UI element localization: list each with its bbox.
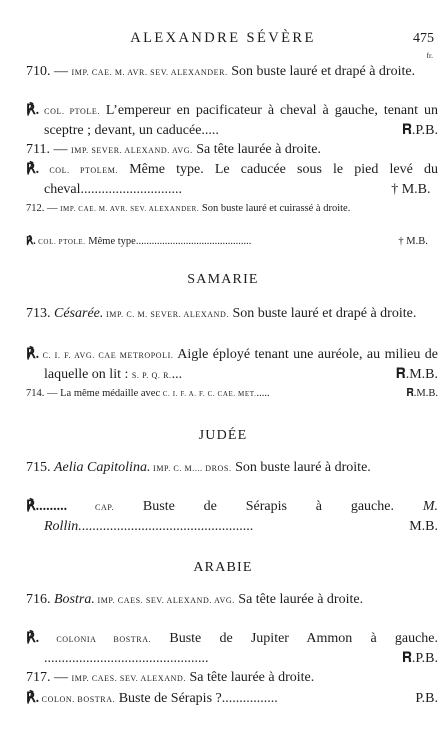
entry-713: 713. Césarée. IMP. C. M. SEVER. ALEXAND. Son buste lauré et drapé à droite. — [26, 306, 417, 321]
reverse-symbol: ℟. — [26, 631, 40, 646]
entry-714: 714. — La même médaille avec C. I. F. A. F. C. CAE. MET...... 𝐑.M.B. — [26, 388, 438, 399]
running-head: ALEXANDRE SÉVÈRE — [130, 30, 316, 46]
rarity-mark: 𝐑.P.B. — [401, 123, 438, 138]
reverse-symbol: ℟. — [26, 691, 40, 706]
coin-description: Même type. Le caducée sous le pied levé du cheval............................. — [44, 162, 439, 197]
rarity-mark: P.B. — [415, 691, 438, 706]
page-number: 475 — [413, 31, 434, 46]
rarity-mark: † M.B. — [398, 236, 428, 247]
coin-description: L’empereur en pacificateur à cheval à gauche, tenant un sceptre ; devant, un caducée..... — [44, 103, 438, 138]
coin-description: Buste de Sérapis ?................ — [115, 691, 278, 706]
coin-description: Son buste lauré et cuirassé à droite. — [199, 203, 351, 214]
entry-717: 717. — IMP. CAES. SEV. ALEXAND. Sa tête laurée à droite. — [26, 670, 315, 685]
coin-legend: IMP. C. M.... DROS. — [150, 464, 232, 473]
coin-legend: S. P. Q. R. — [131, 371, 172, 380]
entry-715: 715. Aelia Capitolina. IMP. C. M.... DROS. Son buste lauré à droite. — [26, 460, 371, 475]
place-name: Aelia Capitolina. — [54, 460, 151, 475]
coin-description: Son buste lauré à droite. — [231, 460, 371, 475]
rarity-mark: † M.B. — [391, 182, 431, 197]
reverse-symbol: ℟. — [26, 103, 40, 118]
coin-legend: COLONIA BOSTRA. — [39, 635, 152, 644]
entry-716-reverse — [26, 629, 438, 668]
section-title-samarie: SAMARIE — [187, 272, 259, 287]
rarity-mark: 𝐑.M.B. — [395, 367, 438, 382]
entry-715-reverse: ℟......... CAP. Buste de Sérapis à gauche. M. Rollin.................................................. M.B. — [26, 499, 438, 534]
rarity-mark: 𝐑.P.B. — [401, 651, 438, 666]
coin-legend: IMP. CAES. SEV. ALEXAND. AVG. — [94, 596, 235, 605]
coin-legend: COL. PTOLE. — [39, 107, 100, 116]
reverse-symbol: ℟......... — [26, 499, 68, 514]
coin-legend: COL. PTOLEM. — [39, 166, 119, 175]
place-name: Bostra. — [54, 592, 95, 607]
coin-description: Sa tête laurée à droite. — [192, 142, 322, 157]
reverse-symbol: ℟. — [26, 162, 40, 177]
collector-name: M. Rollin. — [44, 499, 438, 534]
entry-712: 712. — IMP. CAE. M. AVR. SEV. ALEXANDER. Son buste lauré et cuirassé à droite. — [26, 203, 351, 214]
entry-713-reverse: ℟. C. I. F. AVG. CAE METROPOLI. Aigle éployé tenant une auréole, au milieu de laquelle on lit : S. P. Q. R.... 𝐑.M.B. — [26, 347, 438, 382]
page-number-suffix: fr. — [426, 51, 433, 60]
coin-description: Sa tête laurée à droite. — [186, 670, 315, 685]
entry-711: 711. — IMP. SEVER. ALEXAND. AVG. Sa tête laurée à droite. — [26, 142, 322, 157]
coin-description: Buste de Jupiter Ammon à gauche. ............................................... — [44, 631, 439, 666]
coin-legend: IMP. CAE. M. AVR. SEV. ALEXANDER. — [60, 205, 200, 213]
coin-description: Sa tête laurée à droite. — [234, 592, 364, 607]
coin-description: Même type............................................ — [85, 236, 252, 247]
coin-description: Buste de Sérapis à gauche. — [114, 499, 423, 514]
coin-legend: IMP. CAE. M. AVR. SEV. ALEXANDER. — [71, 68, 228, 77]
coin-legend: C. I. F. A. F. C. CAE. MET. — [162, 390, 257, 398]
coin-description: Son buste lauré et drapé à droite. — [227, 64, 416, 79]
coin-legend: COLON. BOSTRA. — [39, 695, 116, 704]
coin-legend: COL. PTOLE. — [35, 238, 86, 246]
coin-description: Aigle éployé tenant une auréole, au milieu de laquelle on lit : — [44, 347, 438, 382]
reverse-symbol: ℟. — [26, 236, 36, 247]
reverse-symbol: ℟. — [26, 347, 40, 362]
place-name: Césarée. — [54, 306, 104, 321]
entry-710: 710. — IMP. CAE. M. AVR. SEV. ALEXANDER. Son buste lauré et drapé à droite. — [26, 64, 416, 79]
coin-description: La même médaille avec — [60, 388, 163, 399]
coin-legend: CAP. — [67, 503, 115, 512]
entry-710-reverse — [26, 101, 438, 140]
coin-description: Son buste lauré et drapé à droite. — [228, 306, 417, 321]
entry-711-reverse — [26, 160, 438, 199]
entry-716: 716. Bostra. IMP. CAES. SEV. ALEXAND. AVG. Sa tête laurée à droite. — [26, 592, 364, 607]
rarity-mark: M.B. — [409, 519, 438, 534]
coin-legend: C. I. F. AVG. CAE METROPOLI. — [39, 351, 174, 360]
coin-legend: IMP. CAES. SEV. ALEXAND. — [71, 674, 186, 683]
section-title-judee: JUDÉE — [198, 428, 248, 443]
entry-717-reverse — [26, 689, 438, 709]
rarity-mark: 𝐑.M.B. — [406, 388, 438, 399]
section-title-arabie: ARABIE — [193, 560, 253, 575]
coin-legend: IMP. SEVER. ALEXAND. AVG. — [70, 146, 193, 155]
coin-legend: IMP. C. M. SEVER. ALEXAND. — [103, 310, 229, 319]
entry-712-reverse — [26, 234, 438, 250]
